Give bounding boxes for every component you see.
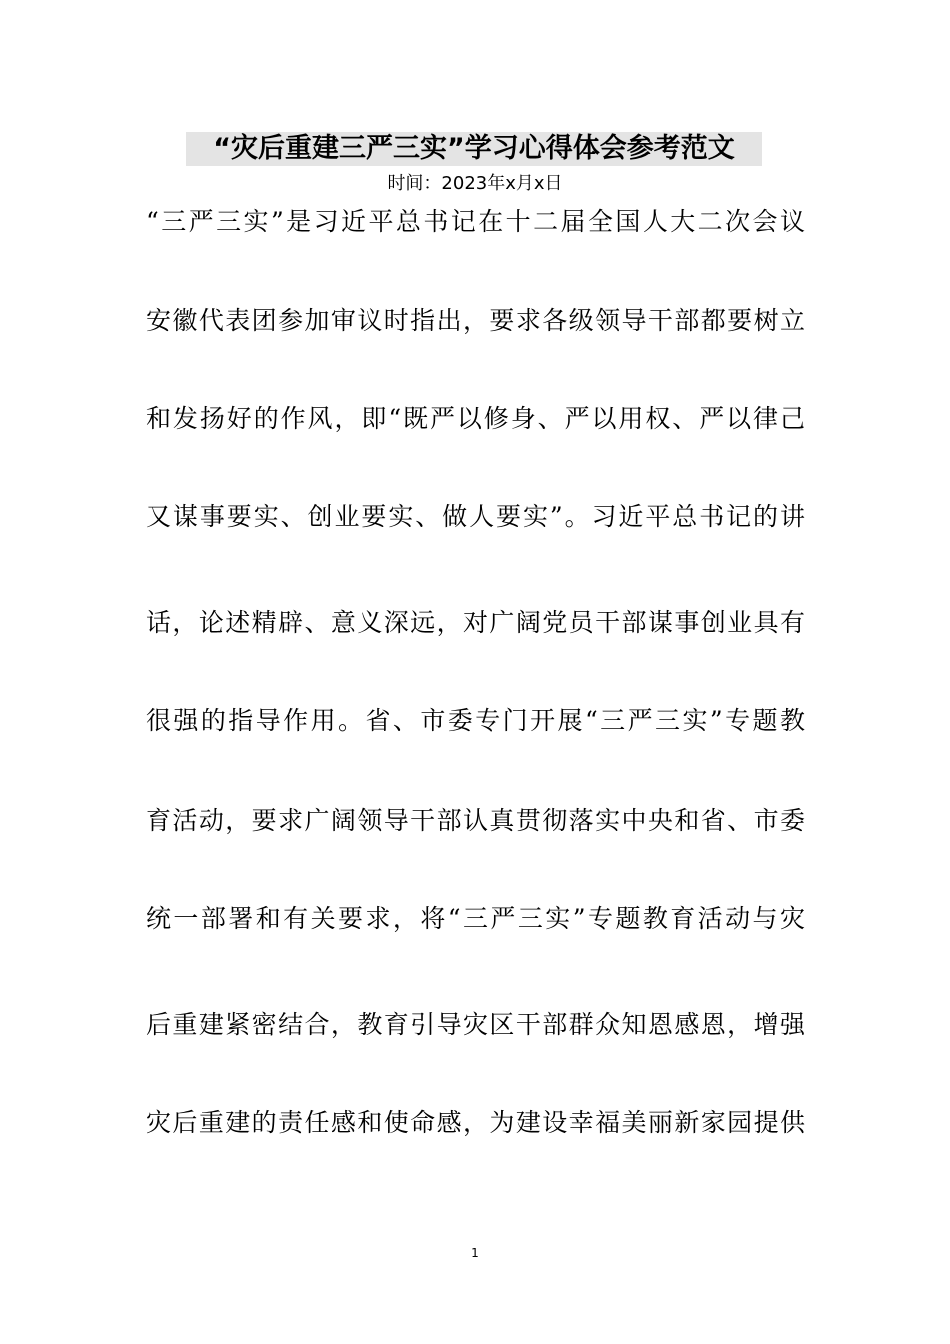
body-line: 灾后重建的责任感和使命感，为建设幸福美丽新家园提供 bbox=[146, 1108, 806, 1137]
body-line: 统一部署和有关要求，将“三严三实”专题教育活动与灾 bbox=[146, 904, 806, 933]
body-line: 和发扬好的作风，即“既严以修身、严以用权、严以律己 bbox=[146, 404, 806, 433]
body-line: 很强的指导作用。省、市委专门开展“三严三实”专题教 bbox=[146, 706, 806, 735]
body-line: 安徽代表团参加审议时指出，要求各级领导干部都要树立 bbox=[146, 306, 806, 335]
page-number: 1 bbox=[471, 1246, 479, 1260]
body-line: 育活动，要求广阔领导干部认真贯彻落实中央和省、市委 bbox=[146, 806, 806, 835]
body-line: 后重建紧密结合，教育引导灾区干部群众知恩感恩，增强 bbox=[146, 1010, 806, 1039]
document-title: “灾后重建三严三实”学习心得体会参考范文 bbox=[186, 132, 762, 166]
body-line: 又谋事要实、创业要实、做人要实”。习近平总书记的讲 bbox=[146, 502, 806, 531]
body-line: 话，论述精辟、意义深远，对广阔党员干部谋事创业具有 bbox=[146, 608, 806, 637]
body-line: “三严三实”是习近平总书记在十二届全国人大二次会议 bbox=[146, 207, 806, 236]
document-date: 时间：2023年x月x日 bbox=[387, 173, 563, 194]
